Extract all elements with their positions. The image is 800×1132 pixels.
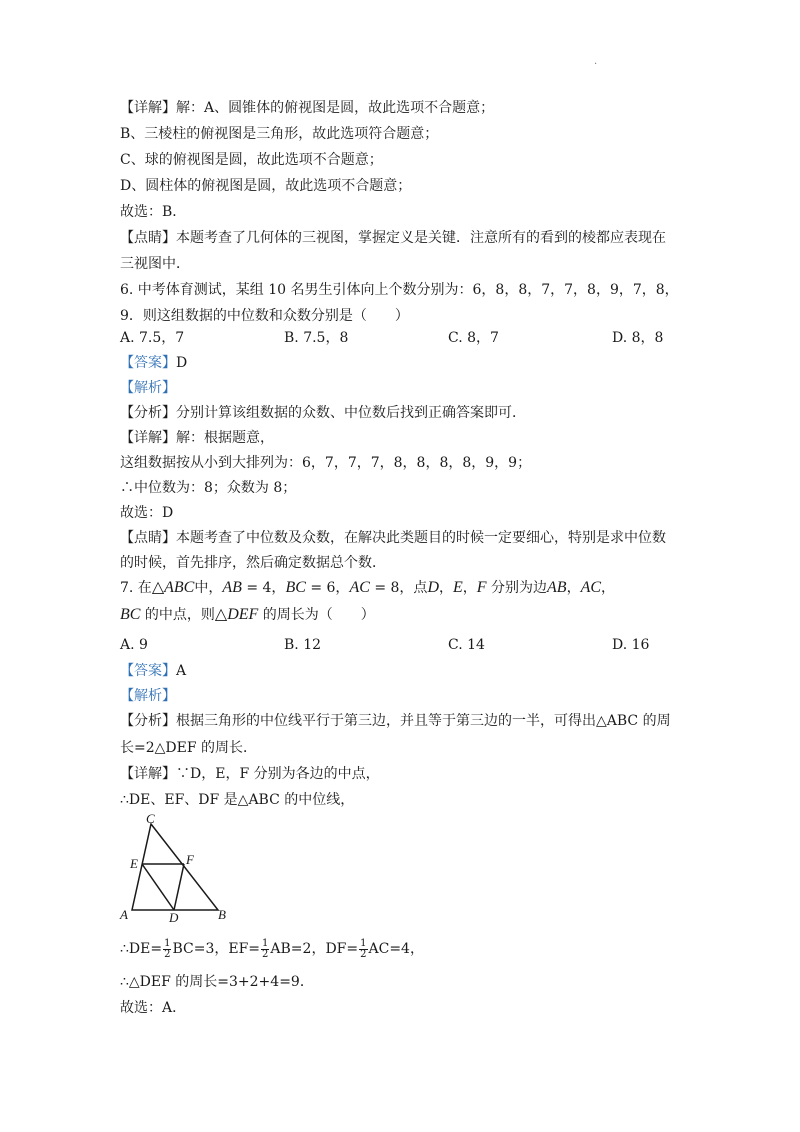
vertex-label-b: B — [218, 907, 226, 922]
text-line: 【分析】根据三角形的中位线平行于第三边，并且等于第三边的一半，可得出△ABC 的周 — [120, 713, 671, 729]
question-6-stem: 6. 中考体育测试，某组 10 名男生引体向上个数分别为：6，8，8，7，7，8，9，7，8， — [120, 282, 679, 298]
question-7-stem — [120, 578, 615, 598]
text-run: ， — [462, 580, 477, 596]
text-run: AB=2，DF= — [270, 941, 359, 957]
text-run: ， — [601, 580, 616, 596]
vertex-label-c: C — [146, 812, 155, 826]
vertex-label-d: D — [169, 910, 179, 924]
text-run: ， — [566, 580, 581, 596]
text-run: AC=4， — [368, 941, 424, 957]
answer-value: D — [176, 355, 188, 371]
answer-6 — [120, 353, 187, 373]
text-line: 三视图中． — [120, 256, 190, 272]
text-line: 【详解】解：根据题意， — [120, 430, 274, 446]
text-line: 长=2△DEF 的周长． — [120, 740, 258, 756]
text-line: ∴DE、EF、DF 是△ABC 的中位线， — [120, 792, 355, 808]
q6-option-d: D. 8，8 — [612, 330, 664, 346]
math-run: AB — [222, 579, 242, 596]
segment-ed — [142, 864, 174, 910]
question-6-stem: 9．则这组数据的中位数和众数分别是（ ） — [120, 308, 409, 324]
text-run: 的周长为（ ） — [258, 607, 375, 623]
q6-option-a: A. 7.5，7 — [120, 330, 185, 346]
text-run: 分别为边 — [486, 580, 548, 596]
segment-fd — [174, 864, 184, 910]
fraction-denominator: 2 — [262, 948, 269, 960]
math-run: △ABC — [151, 579, 195, 596]
text-run: 中， — [194, 580, 223, 596]
text-line: 【详解】解：A、圆锥体的俯视图是圆，故此选项不合题意； — [120, 100, 495, 116]
text-run: = 4， — [241, 580, 286, 596]
math-run: D — [427, 579, 439, 596]
vertex-label-a: A — [120, 907, 128, 922]
text-line: 【点睛】本题考查了中位数及众数，在解决此类题目的时候一定要细心，特别是求中位数 — [120, 530, 666, 546]
q7-option-a: A. 9 — [120, 637, 148, 653]
text-line: 【分析】分别计算该组数据的众数、中位数后找到正确答案即可． — [120, 405, 526, 421]
question-7-stem — [120, 605, 375, 625]
vertex-label-e: E — [130, 856, 138, 871]
header-dot: . — [594, 56, 598, 67]
fraction-half — [359, 939, 367, 960]
fraction-denominator: 2 — [164, 948, 171, 960]
math-run: AC — [349, 579, 370, 596]
text-line: 【详解】∵D，E，F 分别为各边的中点， — [120, 766, 380, 782]
text-run: 7. 在 — [120, 580, 152, 596]
analysis-tag: 【解析】 — [120, 688, 176, 704]
text-run: ， — [439, 580, 453, 596]
q6-option-c: C. 8，7 — [448, 330, 499, 346]
answer-tag: 【答案】 — [120, 663, 176, 679]
fraction-numerator: 1 — [164, 937, 171, 949]
math-run: F — [476, 579, 487, 596]
text-line: 故选：B． — [120, 204, 187, 220]
text-run: 的中点，则 — [140, 607, 215, 623]
answer-value: A — [176, 663, 187, 679]
text-line: B、三棱柱的俯视图是三角形，故此选项符合题意； — [120, 126, 439, 142]
math-run: BC — [285, 579, 306, 596]
fraction-half — [261, 939, 269, 960]
text-line: C、球的俯视图是圆，故此选项不合题意； — [120, 152, 383, 168]
text-line: 这组数据按从小到大排列为：6，7，7，7，8，8，8，8，9，9； — [120, 455, 532, 471]
text-line: ∴中位数为：8；众数为 8； — [120, 480, 297, 496]
fraction-numerator: 1 — [262, 937, 269, 949]
text-line: D、圆柱体的俯视图是圆，故此选项不合题意； — [120, 178, 412, 194]
q7-option-d: D. 16 — [612, 637, 650, 653]
text-line: 【点睛】本题考查了几何体的三视图，掌握定义是关键．注意所有的看到的棱都应表现在 — [120, 230, 666, 246]
text-line: 故选：D — [120, 505, 174, 521]
q7-option-c: C. 14 — [448, 637, 485, 653]
math-run: AC — [580, 579, 602, 596]
text-run: = 8，点 — [369, 580, 428, 596]
answer-tag: 【答案】 — [120, 355, 176, 371]
text-run: BC=3，EF= — [172, 941, 261, 957]
math-run: △DEF — [214, 606, 259, 623]
analysis-tag: 【解析】 — [120, 380, 176, 396]
text-run: ∴DE= — [120, 941, 163, 957]
text-line: 的时候，首先排序，然后确定数据总个数． — [120, 555, 386, 571]
text-line: 故选：A． — [120, 1000, 187, 1016]
math-run: BC — [120, 606, 141, 623]
text-line — [120, 936, 424, 962]
triangle-figure — [116, 812, 236, 924]
math-run: AB — [547, 579, 567, 596]
text-run: = 6， — [305, 580, 350, 596]
q7-option-b: B. 12 — [284, 637, 322, 653]
answer-7 — [120, 661, 186, 681]
vertex-label-f: F — [186, 852, 194, 867]
text-line: ∴△DEF 的周长=3+2+4=9． — [120, 974, 314, 990]
fraction-numerator: 1 — [360, 937, 367, 949]
math-run: E — [453, 579, 463, 596]
fraction-denominator: 2 — [360, 948, 367, 960]
fraction-half — [163, 939, 171, 960]
q6-option-b: B. 7.5，8 — [284, 330, 349, 346]
